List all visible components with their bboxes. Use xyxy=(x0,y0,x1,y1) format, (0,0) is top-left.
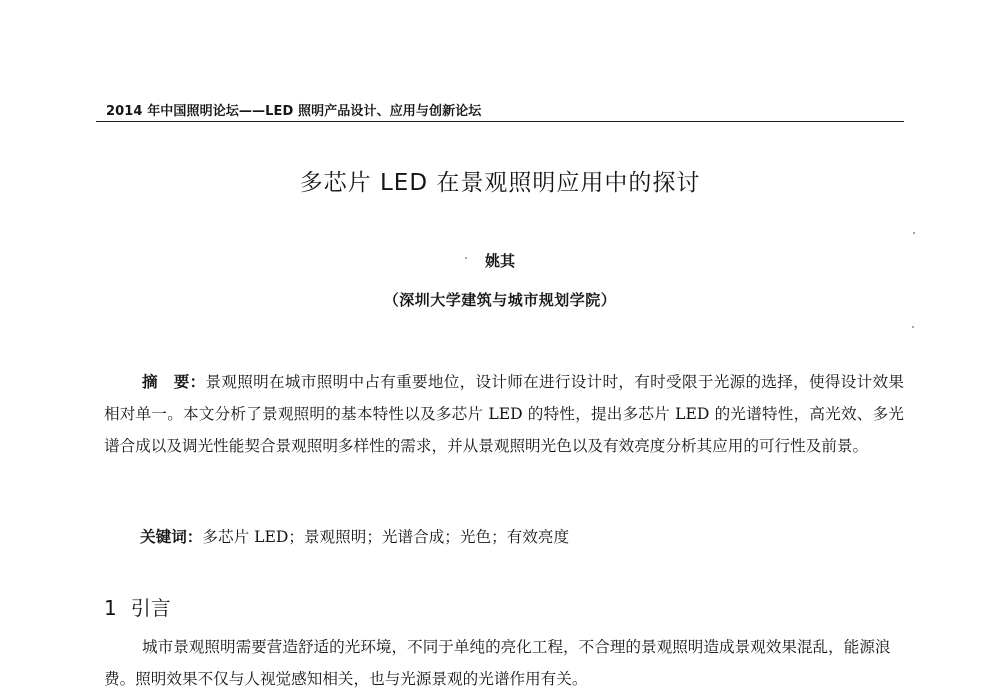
intro-paragraph: 城市景观照明需要营造舒适的光环境，不同于单纯的亮化工程，不合理的景观照明造成景观效果混乱，能源浪费。照明效果不仅与人视觉感知相关，也与光源景观的光谱作用有关。 xyxy=(104,638,891,688)
keywords-label: 关键词： xyxy=(140,528,203,546)
scan-speck xyxy=(912,326,914,328)
keywords-text: 多芯片 LED；景观照明；光谱合成；光色；有效亮度 xyxy=(202,528,570,546)
abstract xyxy=(104,366,904,462)
header-rule xyxy=(96,121,904,122)
abstract-text: 景观照明在城市照明中占有重要地位，设计师在进行设计时，有时受限于光源的选择，使得设计效果相对单一。本文分析了景观照明的基本特性以及多芯片 LED 的特性，提出多芯片 LED 的光谱特性，高光效、多光谱合成以及调光性能契合景观照明多样性的需求，并从景观照明光色以及有效亮度分析其应用的可行性及前景。 xyxy=(104,373,904,455)
scan-speck xyxy=(465,257,467,259)
intro-body xyxy=(104,631,904,695)
author-name: 姚其 xyxy=(484,252,515,270)
keywords xyxy=(140,525,569,547)
abstract-paragraph xyxy=(104,366,904,462)
running-header: 2014 年中国照明论坛——LED 照明产品设计、应用与创新论坛 xyxy=(106,104,482,119)
abstract-label: 摘 要： xyxy=(142,373,206,391)
scan-speck xyxy=(913,232,915,234)
section-number: 1 xyxy=(104,596,117,620)
paper-title: 多芯片 LED 在景观照明应用中的探讨 xyxy=(299,170,701,196)
author-affiliation: （深圳大学建筑与城市规划学院） xyxy=(383,291,617,309)
section-title: 引言 xyxy=(130,596,171,620)
section-heading xyxy=(104,592,171,621)
